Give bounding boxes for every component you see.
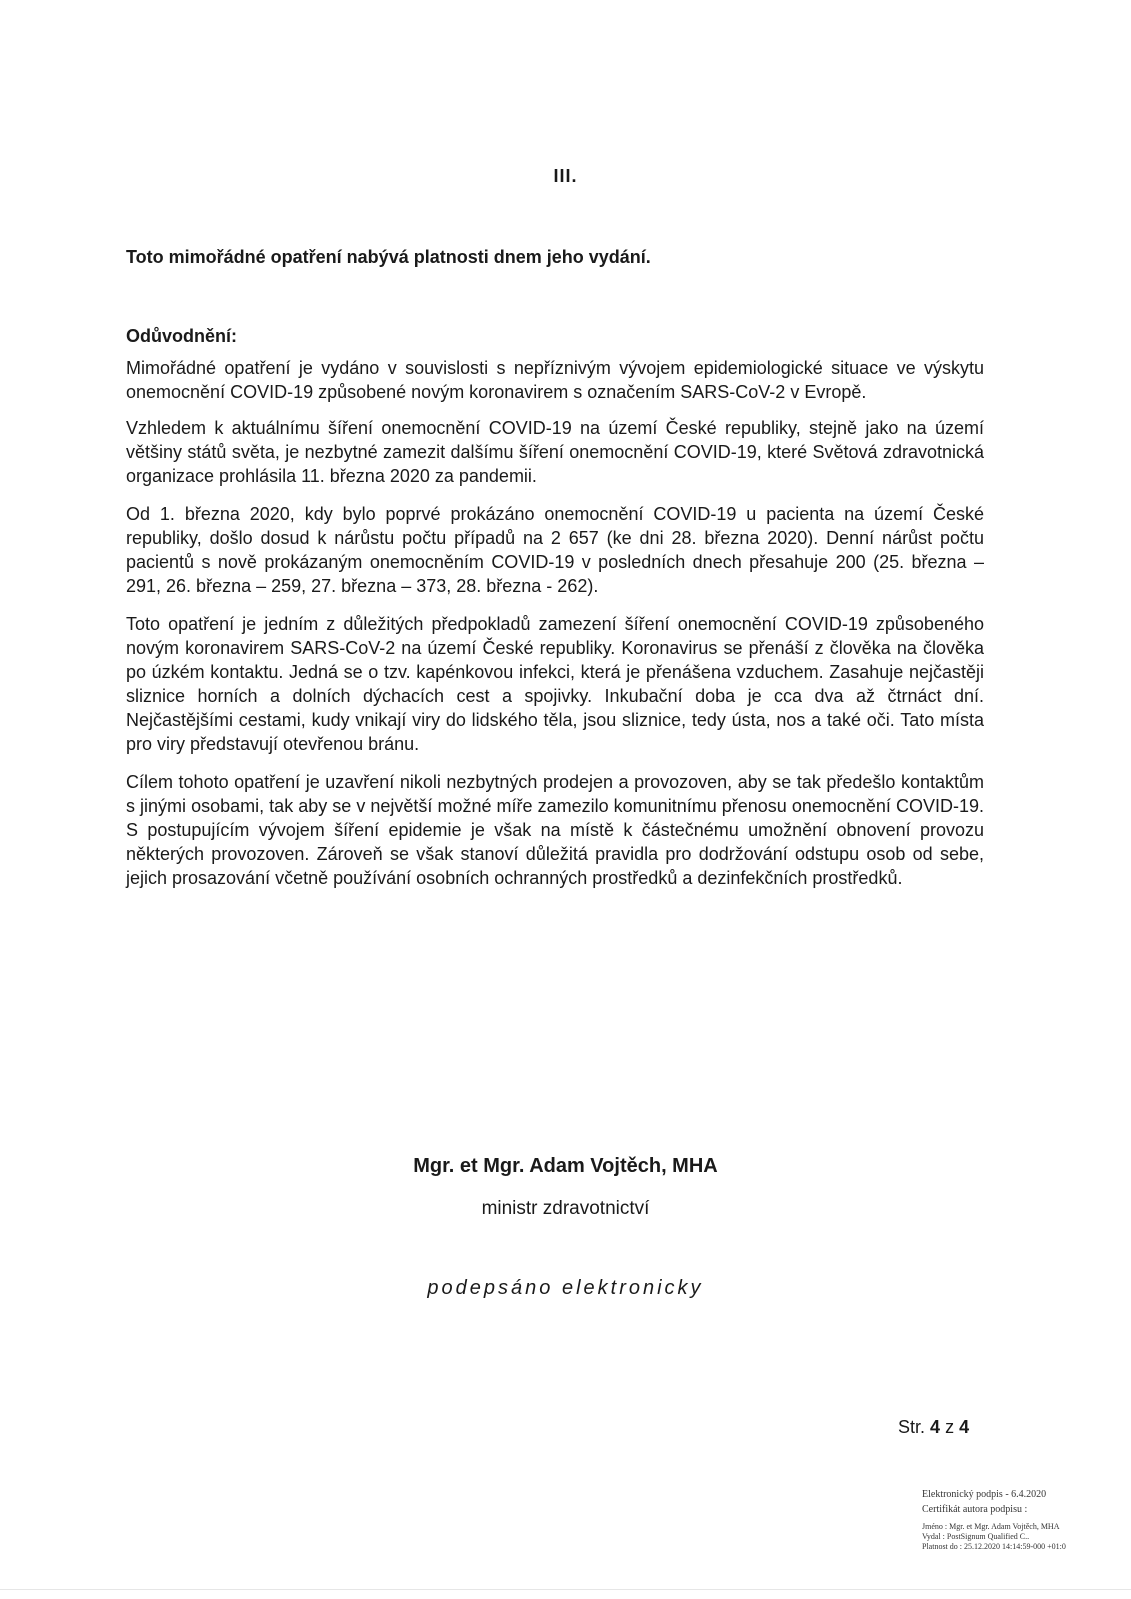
justification-paragraph: Od 1. března 2020, kdy bylo poprvé prokázáno onemocnění COVID-19 u pacienta na území České republiky, došlo dosud k nárůstu počtu případů na 2 657 (ke dni 28. března 2020). Denní nárůst počtu pacientů s nově prokázaným onemocněním COVID-19 v posledních dnech přesahuje 200 (25. března – 291, 26. března – 259, 27. března – 373, 28. března - 262). (126, 504, 984, 596)
electronic-signature-block (922, 1487, 1122, 1552)
justification-body (126, 356, 984, 904)
esig-date-line: Elektronický podpis - 6.4.2020 (922, 1489, 1047, 1500)
justification-heading: Odůvodnění: (126, 326, 237, 346)
esig-name: Jméno : Mgr. et Mgr. Adam Vojtěch, MHA (922, 1522, 1060, 1531)
justification-paragraph: Mimořádné opatření je vydáno v souvislosti s nepříznivým vývojem epidemiologické situace ve výskytu onemocnění COVID-19 způsobené novým koronavirem s označením SARS-CoV-2 v Evropě. (126, 358, 984, 402)
section-number: III. (553, 166, 578, 186)
justification-paragraph: Toto opatření je jedním z důležitých předpokladů zamezení šíření onemocnění COVID-19 způsobeného novým koronavirem SARS-CoV-2 na území České republiky. Koronavirus se přenáší z člověka na člověka po úzkém kontaktu. Jedná se o tzv. kapénkovou infekci, která je přenášena vzduchem. Zasahuje nejčastěji sliznice horních a dolních dýchacích cest a spojivky. Inkubační doba je cca dva až čtrnáct dní. Nejčastějšími cestami, kudy vnikají viry do lidského těla, jsou sliznice, tedy ústa, nos a také oči. Tato místa pro viry představují otevřenou bránu. (126, 614, 984, 754)
esig-details (922, 1522, 1122, 1552)
page-separator: z (945, 1417, 955, 1437)
validity-statement: Toto mimořádné opatření nabývá platnosti dnem jeho vydání. (126, 247, 651, 267)
page-prefix: Str. (898, 1417, 926, 1437)
esig-certificate-line: Certifikát autora podpisu : (922, 1504, 1028, 1515)
page-total: 4 (959, 1417, 970, 1437)
signer-role: ministr zdravotnictví (481, 1198, 650, 1219)
page-current: 4 (930, 1417, 941, 1437)
justification-paragraph: Vzhledem k aktuálnímu šíření onemocnění COVID-19 na území České republiky, stejně jako na území většiny států světa, je nezbytné zamezit dalšímu šíření onemocnění COVID-19, které Světová zdravotnická organizace prohlásila 11. března 2020 za pandemii. (126, 418, 984, 486)
esig-validity: Platnost do : 25.12.2020 14:14:59-000 +01:0 (922, 1542, 1066, 1551)
page-bottom-rule (0, 1589, 1131, 1590)
esig-issuer: Vydal : PostSignum Qualified C.. (922, 1532, 1030, 1541)
signer-name: Mgr. et Mgr. Adam Vojtěch, MHA (413, 1155, 718, 1177)
page-number (898, 1417, 969, 1438)
justification-paragraph: Cílem tohoto opatření je uzavření nikoli nezbytných prodejen a provozoven, aby se tak předešlo kontaktům s jinými osobami, tak aby se v největší možné míře zamezilo komunitnímu přenosu onemocnění COVID-19. S postupujícím vývojem šíření epidemie je však na místě k částečnému umožnění obnovení provozu některých provozoven. Zároveň se však stanoví důležitá pravidla pro dodržování odstupu osob od sebe, jejich prosazování včetně používání osobních ochranných prostředků a dezinfekčních prostředků. (126, 772, 984, 888)
signed-electronically-note: podepsáno elektronicky (427, 1277, 704, 1299)
